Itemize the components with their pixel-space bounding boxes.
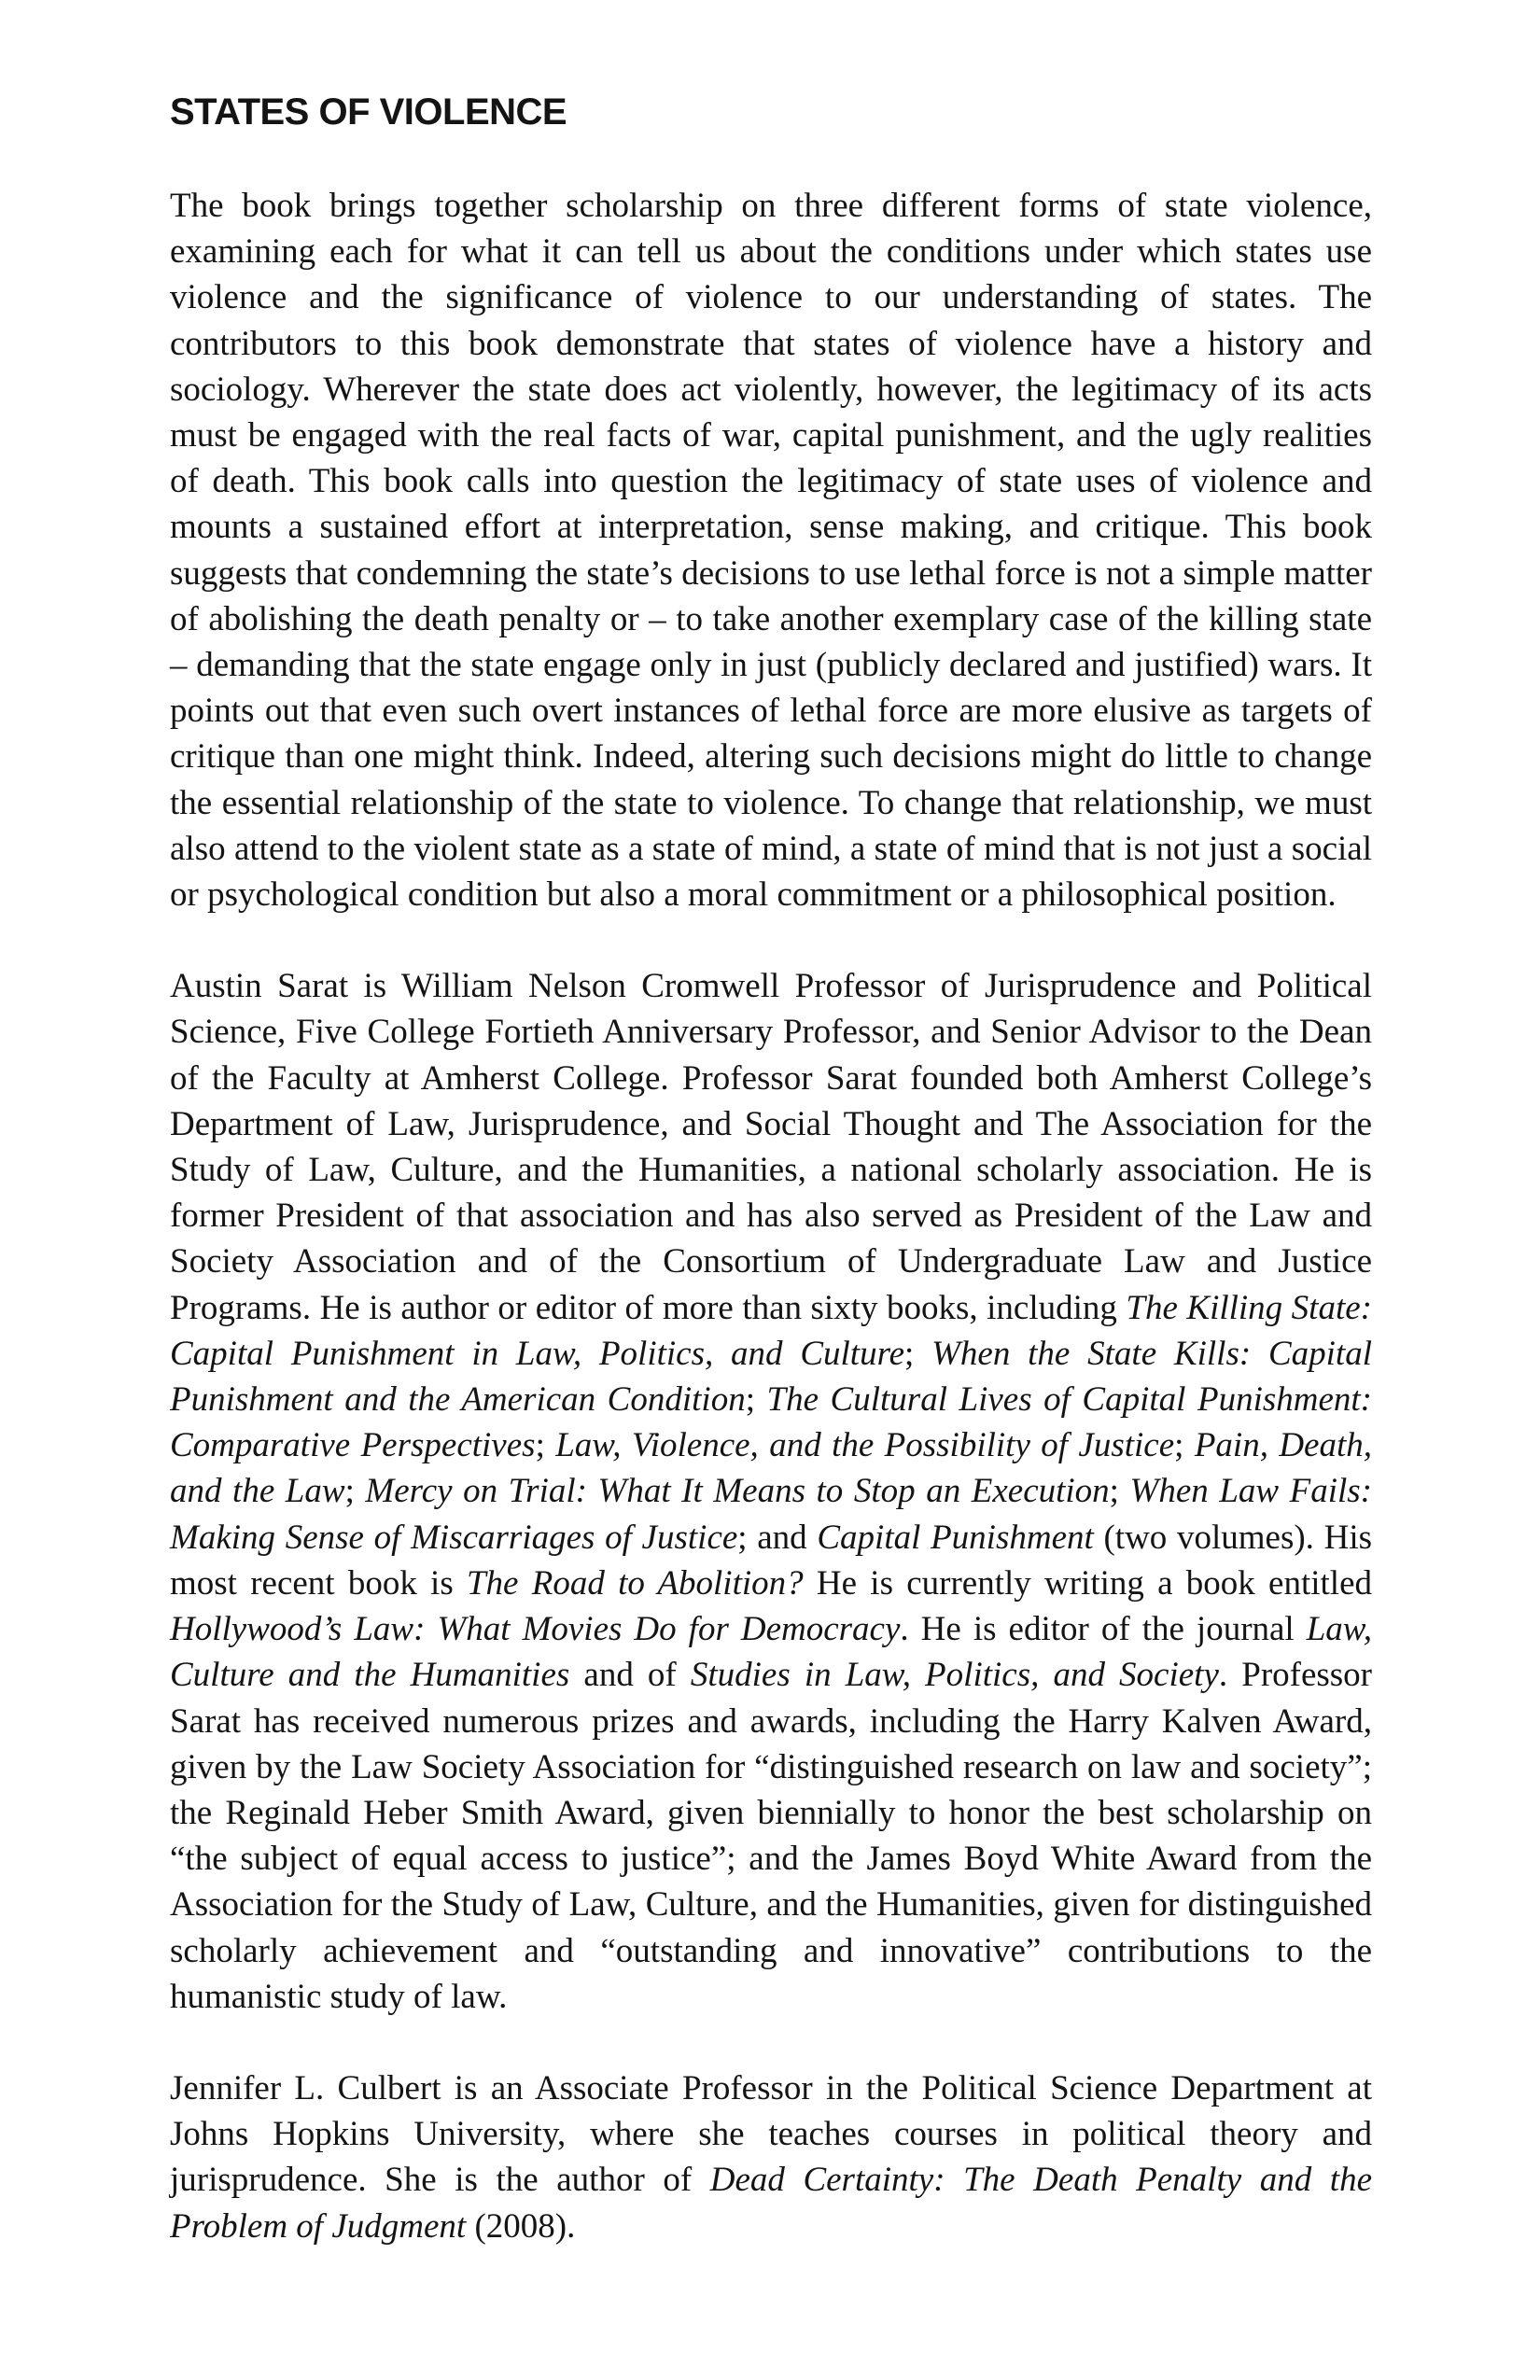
journal-title: Law, Culture and the Humanities [170,1610,1372,1695]
bio-text: Austin Sarat is William Nelson Cromwell Professor of Jurisprudence and Political Science, Five College Fortieth Anniversary Professor, and Senior Advisor to the Dean of the Faculty at Amherst College. Professor Sarat founded both Amherst College’s Department of Law, Jurisprudence, and Social Thought and The Association for the Study of Law, Culture, and the Humanities, a national scholarly association. He is former President of that association and has also served as President of the Law and Society Association and of the Consortium of Undergraduate Law and Justice Programs. He is author or editor of more than sixty books, including [170,967,1372,1327]
jennifer-culbert-bio-paragraph [170,2065,1372,2249]
page-content [170,88,1372,2249]
series-title: Studies in Law, Politics, and Society [690,1656,1219,1695]
austin-sarat-bio-paragraph [170,963,1372,2020]
bio-text: ; [535,1426,556,1465]
bio-text: Jennifer L. Culbert is an Associate Professor in the Political Science Department at Johns Hopkins University, where she teaches courses in political theory and jurisprudence. She is the author of [170,2068,1372,2200]
bio-text: ; [904,1334,932,1373]
bio-text: He is currently writing a book entitled [803,1563,1372,1603]
book-title: The Road to Abolition? [466,1563,804,1603]
bio-text: (two volumes). His most recent book is [170,1518,1372,1603]
book-title: The Cultural Lives of Capital Punishment: Comparative Perspectives [170,1380,1373,1465]
page-title: STATES OF VIOLENCE [170,91,567,133]
book-title: Hollywood’s Law: What Movies Do for Democracy [170,1610,901,1649]
book-description-paragraph: The book brings together scholarship on three different forms of state violence, examining each for what it can tell us about the conditions under which states use violence and the significance of violence to our understanding of states. The contributors to this book demonstrate that states of violence have a history and sociology. Wherever the state does act violently, however, the legitimacy of its acts must be engaged with the real facts of war, capital punishment, and the ugly realities of death. This book calls into question the legitimacy of state uses of violence and mounts a sustained effort at interpretation, sense making, and critique. This book suggests that condemning the state’s decisions to use lethal force is not a simple matter of abolishing the death penalty or – to take another exemplary case of the killing state – demanding that the state engage only in just (publicly declared and justified) wars. It points out that even such overt instances of lethal force are more elusive as targets of critique than one might think. Indeed, altering such decisions might do little to change the essential relationship of the state to violence. To change that relationship, we must also attend to the violent state as a state of mind, a state of mind that is not just a social or psychological condition but also a moral commitment or a philosophical position. [170,187,1372,915]
book-title: Mercy on Trial: What It Means to Stop an Execution [365,1472,1110,1511]
book-title: When the State Kills: Capital Punishment and the American Condition [170,1334,1372,1420]
bio-text: . He is editor of the journal [900,1610,1307,1649]
book-title: Dead Certainty: The Death Penalty and the Problem of Judgment [170,2161,1373,2246]
bio-text: ; [745,1380,767,1420]
book-title: Pain, Death, and the Law [170,1426,1373,1511]
bio-text: and of [569,1656,691,1695]
bio-text: ; [1174,1426,1195,1465]
book-title: When Law Fails: Making Sense of Miscarriages of Justice [170,1472,1373,1557]
bio-text: . Professor Sarat has received numerous prizes and awards, including the Harry Kalven Award, given by the Law Society Association for “distinguished research on law and society”; the Reginald Heber Smith Award, given biennially to honor the best scholarship on “the subject of equal access to justice”; and the James Boyd White Award from the Association for the Study of Law, Culture, and the Humanities, given for distinguished scholarly achievement and “outstanding and innovative” contributions to the humanistic study of law. [170,1656,1373,2016]
bio-text: ; [344,1472,366,1511]
bio-text: (2008). [466,2206,576,2246]
book-title: Law, Violence, and the Possibility of Justice [555,1426,1175,1465]
bio-text: ; [1109,1472,1130,1511]
book-title: The Killing State: Capital Punishment in Law, Politics, and Culture [170,1288,1372,1373]
bio-text: ; and [737,1518,818,1557]
book-title: Capital Punishment [817,1518,1094,1557]
